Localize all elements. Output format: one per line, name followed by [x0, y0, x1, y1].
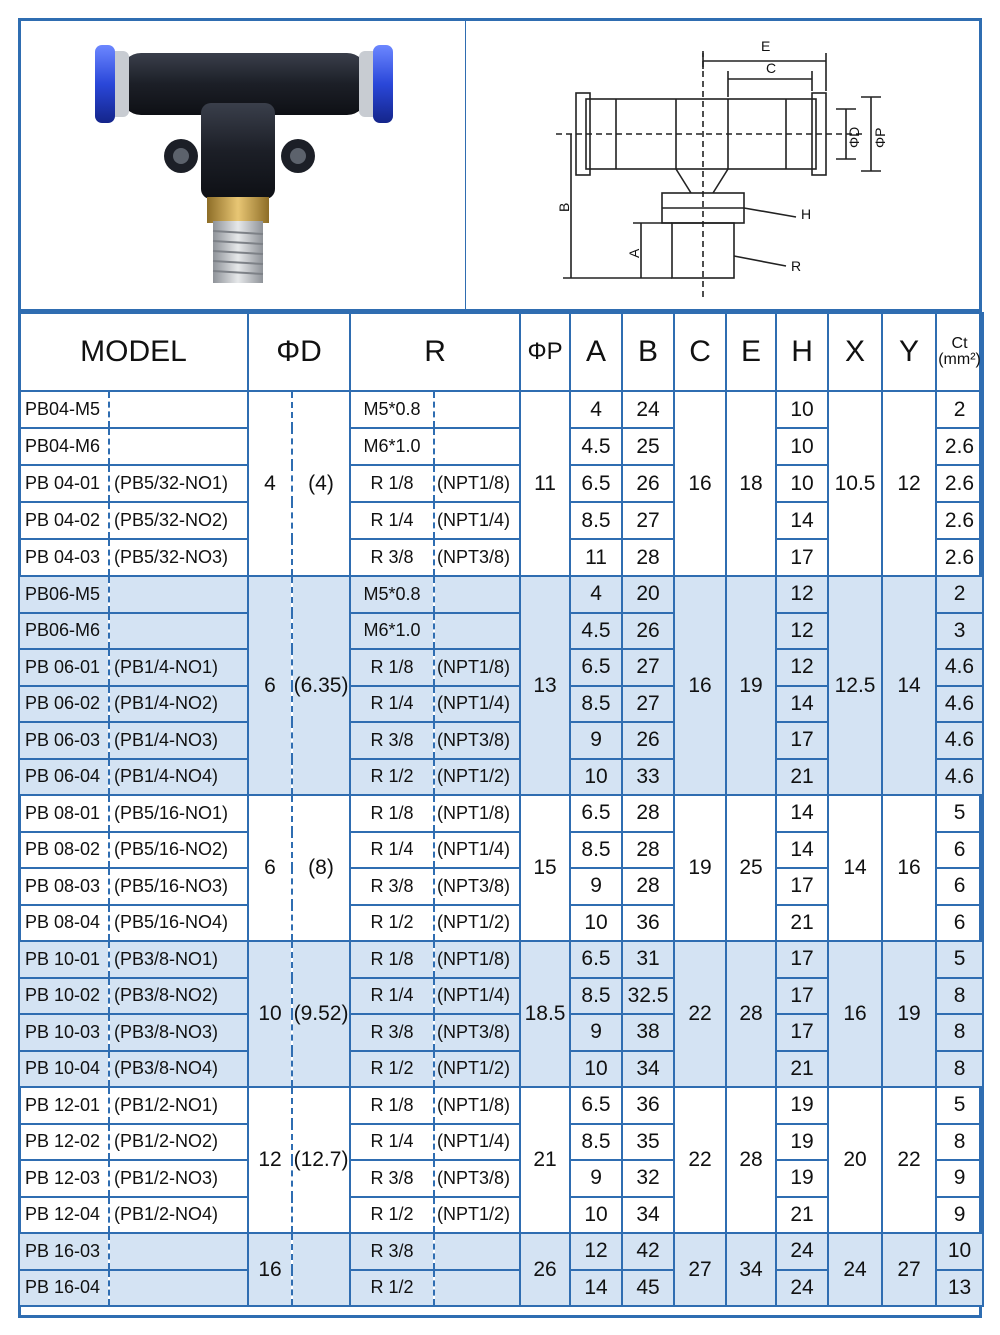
model-cell: PB06-M6 — [19, 613, 109, 650]
model-alt-cell: (PB5/16-NO1) — [109, 795, 248, 832]
header-model: MODEL — [19, 313, 248, 391]
b-cell: 38 — [622, 1014, 674, 1051]
a-cell: 9 — [570, 1160, 622, 1197]
npt-cell: (NPT1/2) — [434, 905, 520, 942]
h-cell: 17 — [776, 1014, 828, 1051]
a-cell: 10 — [570, 1051, 622, 1088]
header-row — [19, 313, 983, 391]
model-alt-cell — [109, 1270, 248, 1307]
r-cell: R 1/2 — [350, 1051, 434, 1088]
model-cell: PB 10-03 — [19, 1014, 109, 1051]
npt-cell: (NPT1/2) — [434, 759, 520, 796]
y-cell: 19 — [882, 941, 936, 1087]
x-cell: 12.5 — [828, 576, 882, 795]
a-cell: 6.5 — [570, 795, 622, 832]
model-cell: PB 06-02 — [19, 686, 109, 723]
a-cell: 6.5 — [570, 1087, 622, 1124]
r-cell: R 3/8 — [350, 1160, 434, 1197]
ct-cell: 2.6 — [936, 539, 983, 576]
model-cell: PB 06-03 — [19, 722, 109, 759]
model-cell: PB 06-01 — [19, 649, 109, 686]
ct-cell: 2 — [936, 391, 983, 428]
model-alt-cell: (PB1/2-NO4) — [109, 1197, 248, 1234]
model-alt-cell — [109, 1233, 248, 1270]
ct-cell: 8 — [936, 978, 983, 1015]
header-e: E — [726, 313, 776, 391]
b-cell: 32 — [622, 1160, 674, 1197]
h-cell: 10 — [776, 428, 828, 465]
header-b: B — [622, 313, 674, 391]
header-c: C — [674, 313, 726, 391]
npt-cell: (NPT1/4) — [434, 978, 520, 1015]
a-cell: 9 — [570, 722, 622, 759]
header-ct — [936, 313, 983, 391]
ct-cell: 8 — [936, 1124, 983, 1161]
h-cell: 21 — [776, 1051, 828, 1088]
y-cell: 16 — [882, 795, 936, 941]
model-cell: PB 04-02 — [19, 502, 109, 539]
npt-cell: (NPT3/8) — [434, 868, 520, 905]
y-cell: 14 — [882, 576, 936, 795]
header-ct-unit: (mm²) — [938, 351, 981, 368]
phi-p-cell: 13 — [520, 576, 570, 795]
b-cell: 26 — [622, 613, 674, 650]
phi-d-inch-cell: (6.35) — [292, 576, 350, 795]
npt-cell: (NPT1/8) — [434, 649, 520, 686]
b-cell: 26 — [622, 465, 674, 502]
model-alt-cell: (PB1/4-NO1) — [109, 649, 248, 686]
header-r: R — [350, 313, 520, 391]
h-cell: 12 — [776, 649, 828, 686]
e-cell: 25 — [726, 795, 776, 941]
phi-d-inch-cell: (8) — [292, 795, 350, 941]
r-cell: R 1/2 — [350, 1197, 434, 1234]
table-row — [19, 391, 983, 428]
npt-cell: (NPT1/4) — [434, 1124, 520, 1161]
phi-p-cell: 15 — [520, 795, 570, 941]
h-cell: 10 — [776, 391, 828, 428]
y-cell: 22 — [882, 1087, 936, 1233]
a-cell: 8.5 — [570, 978, 622, 1015]
ct-cell: 9 — [936, 1197, 983, 1234]
h-cell: 17 — [776, 941, 828, 978]
model-alt-cell: (PB1/2-NO2) — [109, 1124, 248, 1161]
r-cell: R 1/4 — [350, 502, 434, 539]
ct-cell: 8 — [936, 1014, 983, 1051]
label-c: C — [766, 60, 777, 76]
r-cell: R 1/4 — [350, 1124, 434, 1161]
model-cell: PB 06-04 — [19, 759, 109, 796]
h-cell: 17 — [776, 722, 828, 759]
a-cell: 12 — [570, 1233, 622, 1270]
phi-d-inch-cell: (4) — [292, 391, 350, 576]
b-cell: 28 — [622, 795, 674, 832]
r-cell: R 1/8 — [350, 649, 434, 686]
ct-cell: 4.6 — [936, 759, 983, 796]
ct-cell: 13 — [936, 1270, 983, 1307]
label-phi-d: ΦD — [846, 126, 862, 148]
r-cell: M6*1.0 — [350, 613, 434, 650]
model-alt-cell: (PB3/8-NO1) — [109, 941, 248, 978]
header-a: A — [570, 313, 622, 391]
phi-p-cell: 26 — [520, 1233, 570, 1306]
r-cell: R 1/8 — [350, 1087, 434, 1124]
h-cell: 17 — [776, 539, 828, 576]
y-cell: 12 — [882, 391, 936, 576]
h-cell: 14 — [776, 832, 828, 869]
model-cell: PB06-M5 — [19, 576, 109, 613]
ct-cell: 2.6 — [936, 465, 983, 502]
ct-cell: 4.6 — [936, 649, 983, 686]
c-cell: 22 — [674, 941, 726, 1087]
x-cell: 16 — [828, 941, 882, 1087]
tee-fitting-photo — [21, 21, 465, 309]
label-a: A — [626, 248, 642, 258]
phi-d-inch-cell: (9.52) — [292, 941, 350, 1087]
r-cell: R 1/2 — [350, 1270, 434, 1307]
h-cell: 24 — [776, 1233, 828, 1270]
table-row — [19, 795, 983, 832]
phi-d-inch-cell: (12.7) — [292, 1087, 350, 1233]
b-cell: 28 — [622, 868, 674, 905]
header-ct-label: Ct — [951, 335, 968, 352]
h-cell: 21 — [776, 1197, 828, 1234]
ct-cell: 8 — [936, 1051, 983, 1088]
r-cell: R 1/8 — [350, 795, 434, 832]
b-cell: 32.5 — [622, 978, 674, 1015]
model-alt-cell: (PB5/32-NO1) — [109, 465, 248, 502]
ct-cell: 2.6 — [936, 428, 983, 465]
table-row — [19, 941, 983, 978]
h-cell: 14 — [776, 502, 828, 539]
model-cell: PB 16-03 — [19, 1233, 109, 1270]
table-row — [19, 576, 983, 613]
r-cell: R 1/4 — [350, 686, 434, 723]
npt-cell: (NPT1/2) — [434, 1197, 520, 1234]
npt-cell — [434, 428, 520, 465]
phi-d-cell: 6 — [248, 795, 292, 941]
npt-cell — [434, 576, 520, 613]
ct-cell: 4.6 — [936, 722, 983, 759]
r-cell: R 1/4 — [350, 832, 434, 869]
model-alt-cell: (PB1/4-NO4) — [109, 759, 248, 796]
b-cell: 45 — [622, 1270, 674, 1307]
model-cell: PB 08-03 — [19, 868, 109, 905]
r-cell: R 3/8 — [350, 868, 434, 905]
r-cell: R 1/2 — [350, 759, 434, 796]
model-alt-cell: (PB1/4-NO2) — [109, 686, 248, 723]
h-cell: 19 — [776, 1160, 828, 1197]
npt-cell: (NPT1/8) — [434, 941, 520, 978]
y-cell: 27 — [882, 1233, 936, 1306]
ct-cell: 2 — [936, 576, 983, 613]
a-cell: 4 — [570, 576, 622, 613]
npt-cell: (NPT3/8) — [434, 1014, 520, 1051]
spec-table-body — [19, 391, 983, 1306]
npt-cell — [434, 391, 520, 428]
a-cell: 9 — [570, 1014, 622, 1051]
b-cell: 25 — [622, 428, 674, 465]
b-cell: 34 — [622, 1051, 674, 1088]
model-cell: PB04-M5 — [19, 391, 109, 428]
label-h: H — [801, 206, 812, 222]
model-cell: PB 12-01 — [19, 1087, 109, 1124]
phi-d-cell: 16 — [248, 1233, 292, 1306]
a-cell: 4.5 — [570, 428, 622, 465]
r-cell: R 1/8 — [350, 465, 434, 502]
b-cell: 27 — [622, 502, 674, 539]
h-cell: 17 — [776, 978, 828, 1015]
npt-cell: (NPT1/4) — [434, 502, 520, 539]
npt-cell: (NPT1/8) — [434, 465, 520, 502]
e-cell: 28 — [726, 941, 776, 1087]
x-cell: 14 — [828, 795, 882, 941]
h-cell: 21 — [776, 759, 828, 796]
b-cell: 33 — [622, 759, 674, 796]
phi-p-cell: 18.5 — [520, 941, 570, 1087]
model-cell: PB 12-02 — [19, 1124, 109, 1161]
model-alt-cell — [109, 576, 248, 613]
b-cell: 31 — [622, 941, 674, 978]
h-cell: 17 — [776, 868, 828, 905]
model-alt-cell: (PB3/8-NO3) — [109, 1014, 248, 1051]
x-cell: 20 — [828, 1087, 882, 1233]
table-row — [19, 1087, 983, 1124]
npt-cell: (NPT3/8) — [434, 1160, 520, 1197]
npt-cell: (NPT1/4) — [434, 832, 520, 869]
npt-cell — [434, 613, 520, 650]
a-cell: 10 — [570, 759, 622, 796]
model-cell: PB 04-03 — [19, 539, 109, 576]
phi-p-cell: 21 — [520, 1087, 570, 1233]
label-e: E — [761, 38, 771, 54]
r-cell: R 3/8 — [350, 1014, 434, 1051]
ct-cell: 6 — [936, 905, 983, 942]
a-cell: 14 — [570, 1270, 622, 1307]
r-cell: R 3/8 — [350, 539, 434, 576]
e-cell: 34 — [726, 1233, 776, 1306]
c-cell: 22 — [674, 1087, 726, 1233]
model-alt-cell: (PB5/32-NO2) — [109, 502, 248, 539]
h-cell: 12 — [776, 613, 828, 650]
b-cell: 28 — [622, 539, 674, 576]
r-cell: R 1/2 — [350, 905, 434, 942]
a-cell: 8.5 — [570, 686, 622, 723]
npt-cell: (NPT3/8) — [434, 722, 520, 759]
ct-cell: 2.6 — [936, 502, 983, 539]
model-cell: PB 12-04 — [19, 1197, 109, 1234]
model-alt-cell: (PB5/16-NO4) — [109, 905, 248, 942]
h-cell: 12 — [776, 576, 828, 613]
a-cell: 8.5 — [570, 502, 622, 539]
npt-cell: (NPT3/8) — [434, 539, 520, 576]
ct-cell: 5 — [936, 1087, 983, 1124]
h-cell: 19 — [776, 1124, 828, 1161]
model-cell: PB 10-02 — [19, 978, 109, 1015]
r-cell: R 3/8 — [350, 722, 434, 759]
model-cell: PB 10-01 — [19, 941, 109, 978]
a-cell: 4 — [570, 391, 622, 428]
h-cell: 21 — [776, 905, 828, 942]
r-cell: R 3/8 — [350, 1233, 434, 1270]
npt-cell: (NPT1/8) — [434, 1087, 520, 1124]
model-cell: PB 10-04 — [19, 1051, 109, 1088]
product-photo — [21, 21, 465, 309]
a-cell: 8.5 — [570, 1124, 622, 1161]
h-cell: 10 — [776, 465, 828, 502]
label-phi-p: ΦP — [872, 127, 888, 148]
model-cell: PB 08-04 — [19, 905, 109, 942]
b-cell: 42 — [622, 1233, 674, 1270]
phi-d-cell: 4 — [248, 391, 292, 576]
a-cell: 6.5 — [570, 465, 622, 502]
e-cell: 28 — [726, 1087, 776, 1233]
c-cell: 19 — [674, 795, 726, 941]
model-cell: PB 04-01 — [19, 465, 109, 502]
b-cell: 27 — [622, 649, 674, 686]
b-cell: 36 — [622, 905, 674, 942]
ct-cell: 4.6 — [936, 686, 983, 723]
header-phi-d: ΦD — [248, 313, 350, 391]
label-b: B — [556, 202, 572, 212]
phi-d-cell: 10 — [248, 941, 292, 1087]
phi-d-cell: 12 — [248, 1087, 292, 1233]
r-cell: M6*1.0 — [350, 428, 434, 465]
model-alt-cell — [109, 428, 248, 465]
b-cell: 28 — [622, 832, 674, 869]
h-cell: 24 — [776, 1270, 828, 1307]
model-cell: PB 08-01 — [19, 795, 109, 832]
npt-cell: (NPT1/8) — [434, 795, 520, 832]
phi-p-cell: 11 — [520, 391, 570, 576]
b-cell: 35 — [622, 1124, 674, 1161]
c-cell: 27 — [674, 1233, 726, 1306]
e-cell: 18 — [726, 391, 776, 576]
h-cell: 14 — [776, 686, 828, 723]
c-cell: 16 — [674, 576, 726, 795]
model-cell: PB 08-02 — [19, 832, 109, 869]
model-cell: PB 12-03 — [19, 1160, 109, 1197]
model-alt-cell: (PB1/4-NO3) — [109, 722, 248, 759]
x-cell: 10.5 — [828, 391, 882, 576]
b-cell: 34 — [622, 1197, 674, 1234]
r-cell: M5*0.8 — [350, 576, 434, 613]
h-cell: 14 — [776, 795, 828, 832]
header-h: H — [776, 313, 828, 391]
a-cell: 10 — [570, 1197, 622, 1234]
model-cell: PB 16-04 — [19, 1270, 109, 1307]
x-cell: 24 — [828, 1233, 882, 1306]
ct-cell: 9 — [936, 1160, 983, 1197]
b-cell: 20 — [622, 576, 674, 613]
model-alt-cell — [109, 391, 248, 428]
npt-cell — [434, 1270, 520, 1307]
a-cell: 4.5 — [570, 613, 622, 650]
ct-cell: 10 — [936, 1233, 983, 1270]
model-alt-cell: (PB5/32-NO3) — [109, 539, 248, 576]
dimension-drawing — [466, 21, 979, 309]
r-cell: M5*0.8 — [350, 391, 434, 428]
npt-cell: (NPT1/4) — [434, 686, 520, 723]
b-cell: 27 — [622, 686, 674, 723]
e-cell: 19 — [726, 576, 776, 795]
model-alt-cell: (PB5/16-NO2) — [109, 832, 248, 869]
a-cell: 9 — [570, 868, 622, 905]
table-row — [19, 1233, 983, 1270]
c-cell: 16 — [674, 391, 726, 576]
b-cell: 24 — [622, 391, 674, 428]
phi-d-inch-cell — [292, 1233, 350, 1306]
tee-dimension-diagram — [466, 21, 979, 309]
npt-cell — [434, 1233, 520, 1270]
model-alt-cell: (PB1/2-NO3) — [109, 1160, 248, 1197]
header-x: X — [828, 313, 882, 391]
a-cell: 10 — [570, 905, 622, 942]
ct-cell: 6 — [936, 868, 983, 905]
npt-cell: (NPT1/2) — [434, 1051, 520, 1088]
a-cell: 8.5 — [570, 832, 622, 869]
h-cell: 19 — [776, 1087, 828, 1124]
b-cell: 36 — [622, 1087, 674, 1124]
a-cell: 11 — [570, 539, 622, 576]
r-cell: R 1/8 — [350, 941, 434, 978]
model-alt-cell: (PB5/16-NO3) — [109, 868, 248, 905]
model-alt-cell: (PB3/8-NO4) — [109, 1051, 248, 1088]
header-phi-p: ΦP — [520, 313, 570, 391]
a-cell: 6.5 — [570, 649, 622, 686]
phi-d-cell: 6 — [248, 576, 292, 795]
b-cell: 26 — [622, 722, 674, 759]
ct-cell: 5 — [936, 941, 983, 978]
ct-cell: 3 — [936, 613, 983, 650]
r-cell: R 1/4 — [350, 978, 434, 1015]
ct-cell: 6 — [936, 832, 983, 869]
model-alt-cell: (PB1/2-NO1) — [109, 1087, 248, 1124]
ct-cell: 5 — [936, 795, 983, 832]
header-y: Y — [882, 313, 936, 391]
label-r: R — [791, 258, 802, 274]
a-cell: 6.5 — [570, 941, 622, 978]
spec-table — [18, 312, 984, 1307]
model-cell: PB04-M6 — [19, 428, 109, 465]
model-alt-cell: (PB3/8-NO2) — [109, 978, 248, 1015]
model-alt-cell — [109, 613, 248, 650]
